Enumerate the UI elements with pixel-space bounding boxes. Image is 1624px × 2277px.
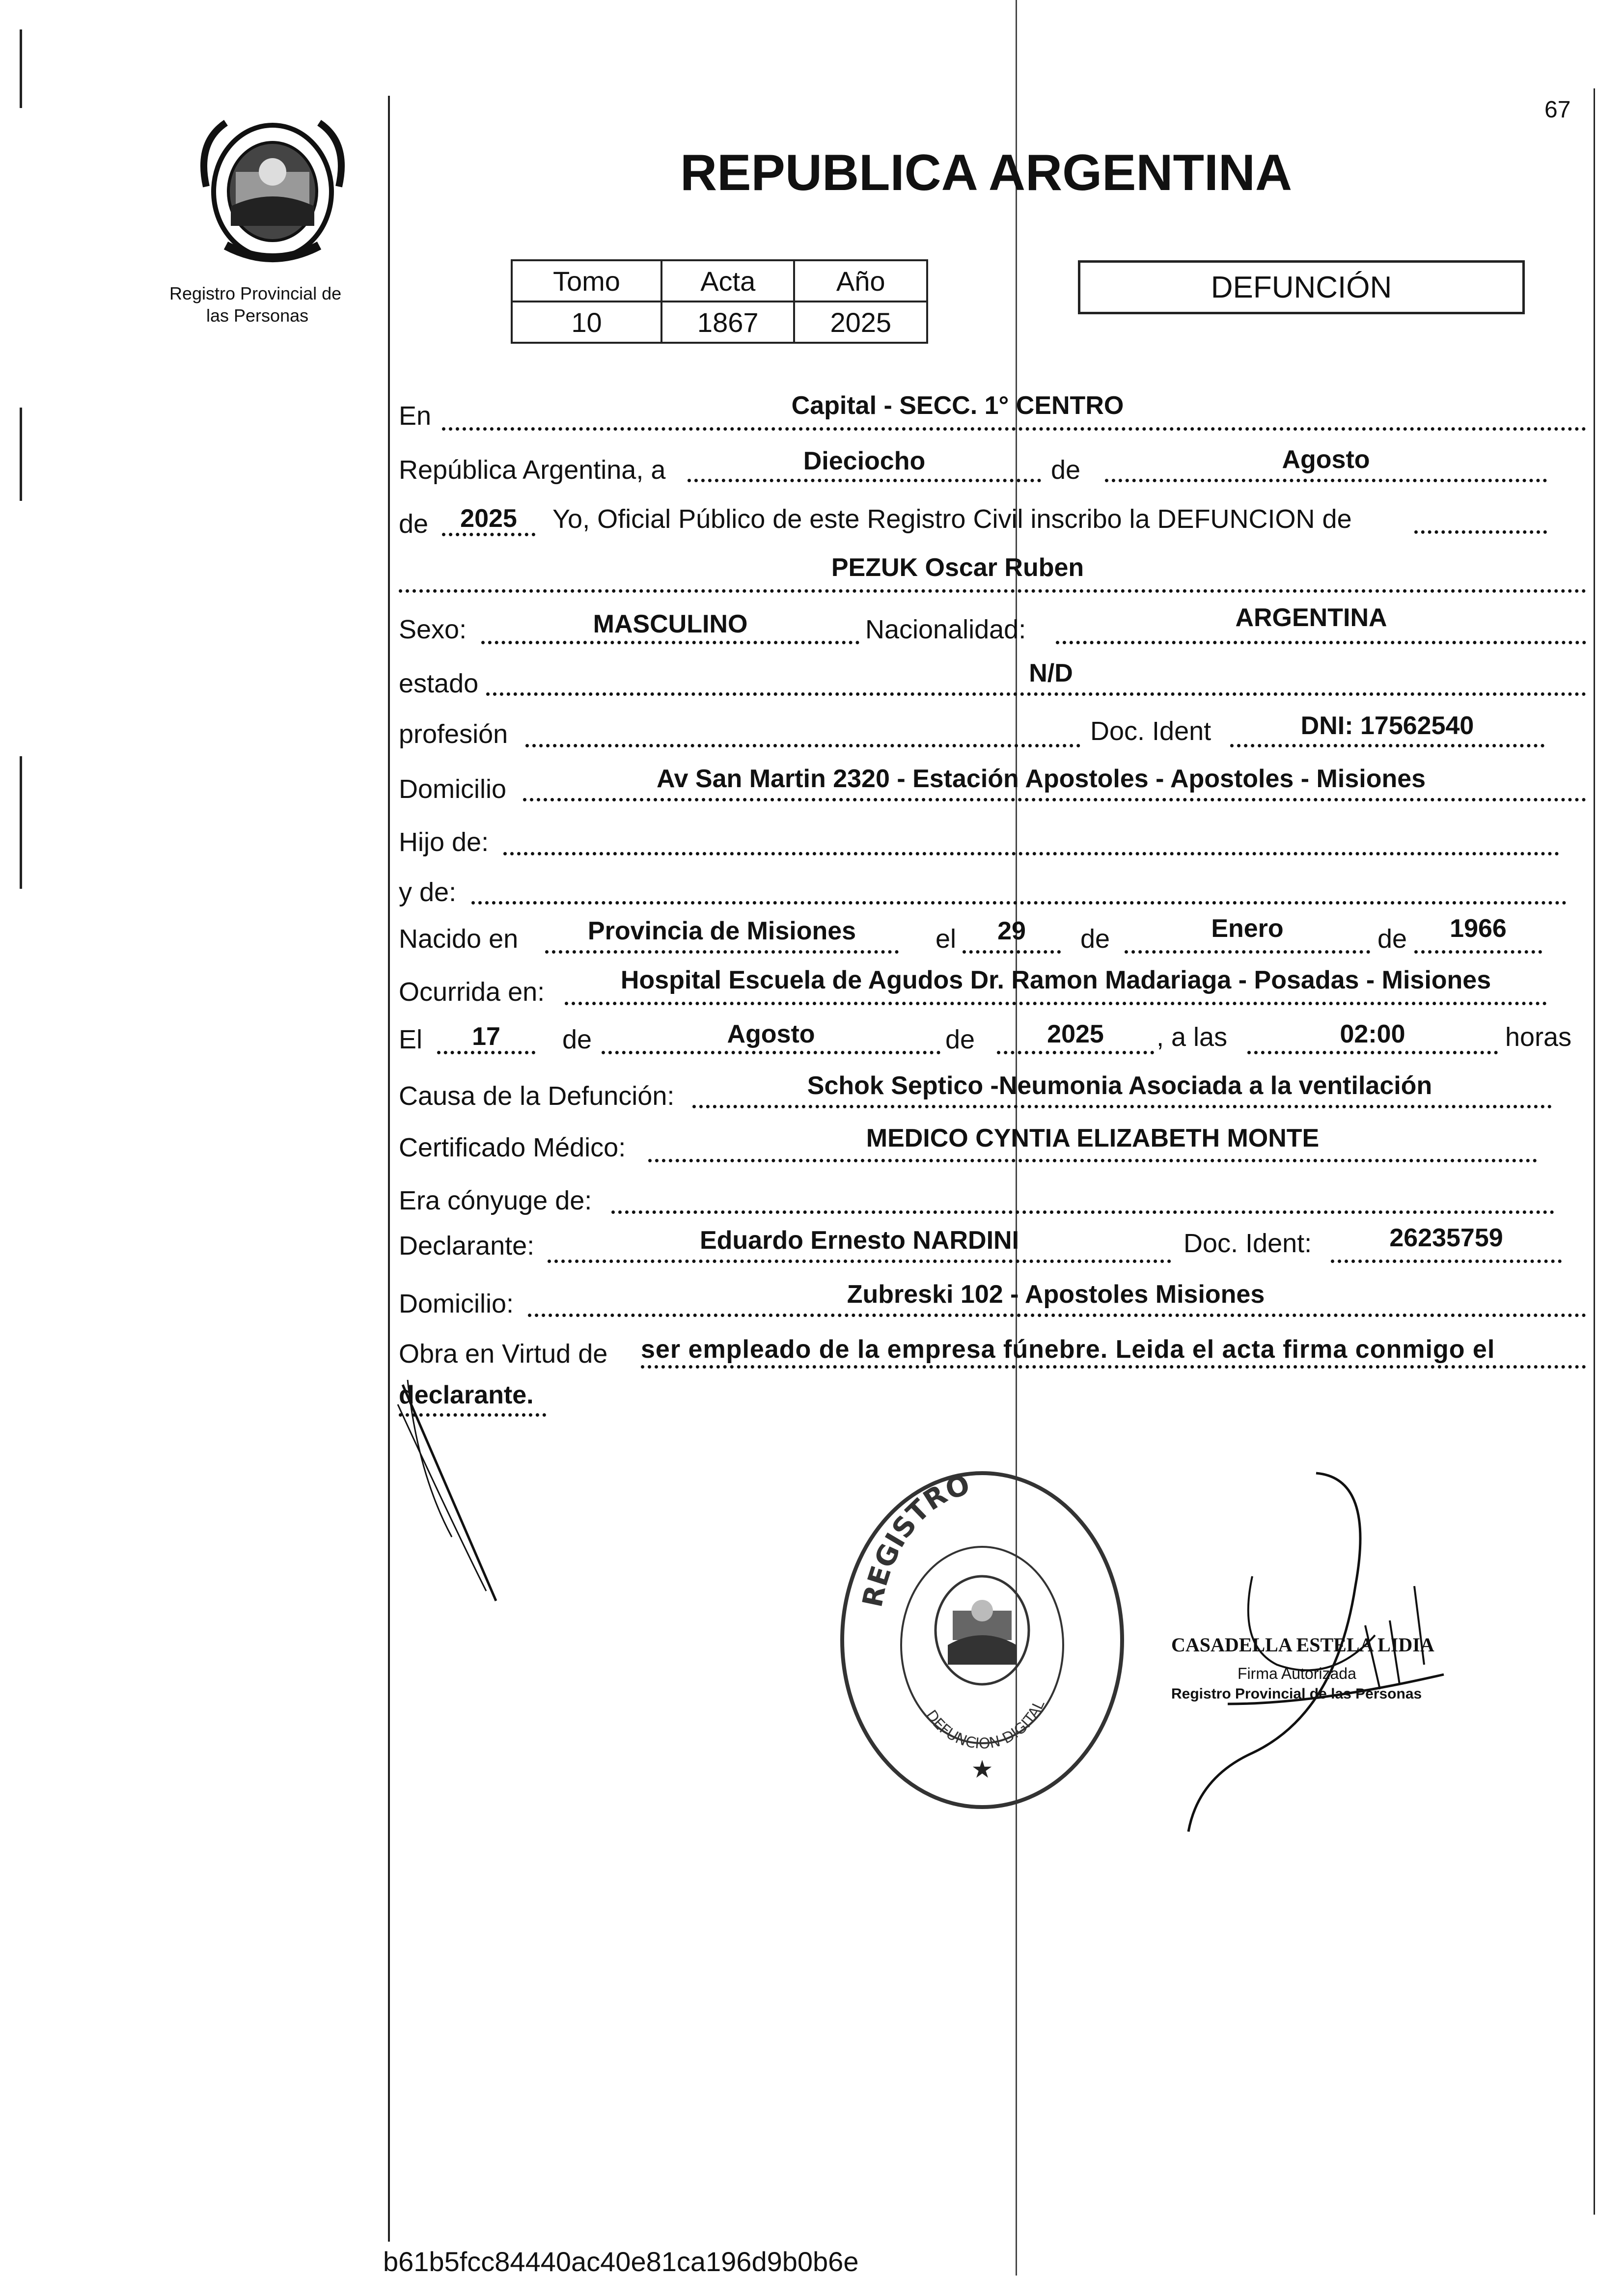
scan-edge-line bbox=[20, 29, 22, 108]
scan-edge-line-2 bbox=[20, 408, 22, 501]
nacionalidad-value: ARGENTINA bbox=[1235, 604, 1387, 632]
ocurrida-dots bbox=[565, 1002, 1547, 1005]
def-mes-dots bbox=[602, 1051, 940, 1054]
footer-hash: b61b5fcc84440ac40e81ca196d9b0b6e bbox=[383, 2246, 859, 2277]
de-label-6: de bbox=[945, 1025, 975, 1054]
certificado-value: MEDICO CYNTIA ELIZABETH MONTE bbox=[866, 1124, 1320, 1152]
yde-dots bbox=[471, 901, 1567, 905]
en-dots bbox=[442, 427, 1586, 431]
nac-mes-dots bbox=[1125, 950, 1370, 954]
de-label-4: de bbox=[1377, 924, 1407, 954]
nac-anio-value: 1966 bbox=[1450, 914, 1507, 943]
el-label-2: El bbox=[399, 1025, 423, 1054]
header-tomo: Tomo bbox=[512, 260, 661, 302]
header-acta: Acta bbox=[661, 260, 795, 302]
sexo-dots bbox=[481, 641, 859, 644]
nac-dia-value: 29 bbox=[997, 917, 1026, 945]
de-label-2: de bbox=[399, 509, 429, 539]
nac-anio-dots bbox=[1414, 950, 1542, 954]
certificado-dots bbox=[648, 1159, 1537, 1162]
nombre-dots bbox=[399, 589, 1586, 593]
scan-edge-line-3 bbox=[20, 756, 22, 889]
doc-type: DEFUNCIÓN bbox=[1211, 271, 1392, 304]
nacido-value: Provincia de Misiones bbox=[587, 917, 856, 945]
dia-dots bbox=[688, 479, 1041, 482]
sexo-value: MASCULINO bbox=[593, 610, 748, 638]
domicilio-value: Av San Martin 2320 - Estación Apostoles - Apostoles - Misiones bbox=[656, 765, 1426, 793]
ocurrida-value: Hospital Escuela de Agudos Dr. Ramon Madariaga - Posadas - Misiones bbox=[620, 966, 1491, 994]
conyuge-dots bbox=[611, 1210, 1554, 1214]
right-margin-line bbox=[1594, 88, 1595, 2215]
yo-text: Yo, Oficial Público de este Registro Civil inscribo la DEFUNCION de bbox=[552, 504, 1352, 534]
estado-label: estado bbox=[399, 669, 479, 698]
svg-text:DEFUNCION DIGITAL bbox=[922, 1698, 1048, 1753]
stamp-top-text: REGISTRO bbox=[856, 1469, 974, 1610]
doc-dots bbox=[1230, 744, 1544, 747]
doc-label: Doc. Ident bbox=[1090, 716, 1211, 746]
yde-label: y de: bbox=[399, 878, 457, 907]
nac-dia-dots bbox=[963, 950, 1061, 954]
page-title: REPUBLICA ARGENTINA bbox=[680, 144, 1293, 201]
logo-caption-line1: Registro Provincial de bbox=[169, 283, 342, 303]
def-hora-dots bbox=[1247, 1051, 1498, 1054]
header-anio: Año bbox=[794, 260, 927, 302]
anio-dots bbox=[442, 533, 535, 536]
authority-signature bbox=[1169, 1458, 1473, 1861]
official-stamp bbox=[835, 1463, 1129, 1817]
domicilio2-value: Zubreski 102 - Apostoles Misiones bbox=[847, 1280, 1265, 1309]
causa-dots bbox=[692, 1105, 1552, 1108]
deceased-name: PEZUK Oscar Ruben bbox=[831, 553, 1084, 582]
svg-text:★: ★ bbox=[971, 1755, 993, 1783]
profesion-label: profesión bbox=[399, 719, 508, 749]
profesion-dots bbox=[525, 744, 1080, 747]
declarant-signature bbox=[393, 1375, 511, 1611]
nacido-label: Nacido en bbox=[399, 924, 519, 954]
anio-value: 2025 bbox=[460, 504, 517, 533]
de-label-5: de bbox=[562, 1025, 592, 1054]
declarante-dots bbox=[548, 1260, 1171, 1263]
en-label: En bbox=[399, 401, 432, 431]
dia-value: Dieciocho bbox=[803, 447, 926, 475]
left-margin-line bbox=[388, 96, 390, 2242]
republica-label: República Argentina, a bbox=[399, 455, 666, 485]
certificado-label: Certificado Médico: bbox=[399, 1133, 626, 1162]
page-number: 67 bbox=[1544, 97, 1571, 123]
mes-dots bbox=[1105, 479, 1547, 482]
def-dia-dots bbox=[437, 1051, 535, 1054]
authority-org: Registro Provincial de las Personas bbox=[1171, 1686, 1422, 1702]
domicilio2-dots bbox=[528, 1314, 1586, 1317]
horas-label: horas bbox=[1505, 1022, 1572, 1052]
alas-label: , a las bbox=[1156, 1022, 1228, 1052]
mes-value: Agosto bbox=[1282, 445, 1370, 474]
obra2-value: declarante. bbox=[399, 1381, 534, 1409]
stamp-inner-text: DEFUNCION DIGITAL bbox=[922, 1697, 1048, 1753]
domicilio-dots bbox=[523, 798, 1586, 801]
yo-dots bbox=[1414, 530, 1547, 534]
doc2-dots bbox=[1331, 1260, 1562, 1263]
authority-name: CASADELLA ESTELA LIDIA bbox=[1171, 1634, 1434, 1656]
estado-value: N/D bbox=[1029, 659, 1073, 687]
value-acta: 1867 bbox=[661, 302, 795, 343]
nacionalidad-label: Nacionalidad: bbox=[865, 615, 1026, 644]
ocurrida-label: Ocurrida en: bbox=[399, 977, 545, 1007]
crest-logo bbox=[196, 113, 349, 270]
doc2-label: Doc. Ident: bbox=[1184, 1229, 1312, 1258]
value-anio: 2025 bbox=[794, 302, 927, 343]
record-table bbox=[511, 259, 928, 344]
def-anio-value: 2025 bbox=[1047, 1020, 1104, 1048]
obra-label: Obra en Virtud de bbox=[399, 1339, 608, 1369]
def-dia-value: 17 bbox=[472, 1022, 500, 1051]
doc-value: DNI: 17562540 bbox=[1300, 712, 1474, 740]
nac-mes-value: Enero bbox=[1211, 914, 1284, 943]
logo-caption-line2: las Personas bbox=[206, 305, 309, 326]
causa-value: Schok Septico -Neumonia Asociada a la ventilación bbox=[807, 1071, 1432, 1100]
de-label-3: de bbox=[1080, 924, 1110, 954]
obra-dots bbox=[641, 1365, 1586, 1369]
causa-label: Causa de la Defunción: bbox=[399, 1081, 675, 1111]
def-anio-dots bbox=[997, 1051, 1154, 1054]
conyuge-label: Era cónyuge de: bbox=[399, 1186, 592, 1215]
value-tomo: 10 bbox=[512, 302, 661, 343]
en-value: Capital - SECC. 1° CENTRO bbox=[791, 391, 1124, 420]
domicilio-label: Domicilio bbox=[399, 774, 507, 804]
declarante-label: Declarante: bbox=[399, 1231, 535, 1261]
declarante-value: Eduardo Ernesto NARDINI bbox=[699, 1226, 1019, 1255]
doc2-value: 26235759 bbox=[1389, 1224, 1503, 1252]
def-hora-value: 02:00 bbox=[1340, 1020, 1405, 1048]
def-mes-value: Agosto bbox=[727, 1020, 815, 1048]
estado-dots bbox=[486, 692, 1586, 696]
authority-role: Firma Autorizada bbox=[1238, 1665, 1356, 1682]
hijo-label: Hijo de: bbox=[399, 827, 489, 857]
de-label-1: de bbox=[1051, 455, 1081, 485]
hijo-dots bbox=[503, 852, 1559, 855]
el-label-1: el bbox=[936, 924, 957, 954]
domicilio2-label: Domicilio: bbox=[399, 1289, 514, 1318]
sexo-label: Sexo: bbox=[399, 615, 467, 644]
nacionalidad-dots bbox=[1056, 641, 1586, 644]
nacido-dots bbox=[545, 950, 899, 954]
obra-value: ser empleado de la empresa fúnebre. Leida el acta firma conmigo el bbox=[641, 1335, 1495, 1364]
